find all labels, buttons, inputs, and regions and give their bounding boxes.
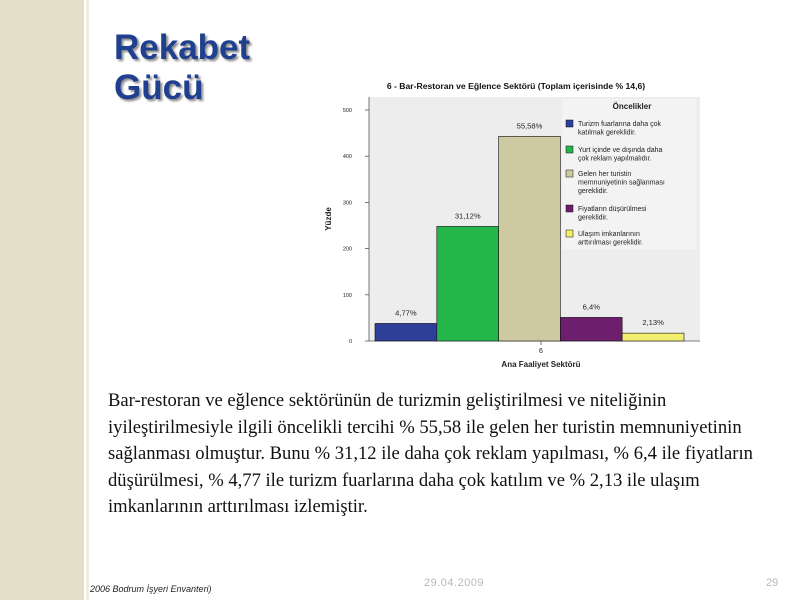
chart-bar-2	[437, 226, 499, 341]
footer-page-number: 29	[766, 577, 779, 589]
footer-source-note: 2006 Bodrum İşyeri Envanteri)	[90, 584, 212, 594]
chart-bar-1	[375, 323, 437, 341]
chart-y-tick-label: 200	[342, 246, 352, 253]
chart-bar-3	[499, 136, 561, 341]
chart-y-tick-label: 100	[342, 292, 352, 299]
chart-y-tick-label: 500	[342, 108, 352, 114]
chart-title: 6 - Bar-Restoran ve Eğlence Sektörü (Toplam içerisinde % 14,6)	[386, 81, 646, 91]
chart-bar-5	[622, 333, 684, 341]
chart-legend	[562, 99, 696, 249]
chart-legend-swatch-5	[566, 230, 573, 237]
chart-y-tick-label: 0	[348, 339, 352, 345]
left-decor-line	[86, 0, 89, 600]
chart-x-axis-label: Ana Faaliyet Sektörü	[501, 360, 581, 369]
slide-title-line-2: Gücü	[114, 68, 204, 107]
chart-bar-label-3: 55,58%	[516, 121, 543, 131]
chart-legend-label-1: Turizm fuarlarına daha çok katılmak gereklidir.	[578, 121, 661, 137]
chart-legend-label-5: Ulaşım imkanlarının arttırılması gereklidir.	[578, 231, 643, 247]
chart-bar-label-2: 31,12%	[454, 211, 481, 221]
footer-date: 29.04.2009	[424, 577, 485, 589]
chart-legend-swatch-2	[566, 146, 573, 153]
chart-y-tick-label: 300	[342, 200, 352, 207]
chart-bar-label-4: 6,4%	[582, 302, 600, 312]
chart-legend-label-3: Gelen her turistin memnuniyetinin sağlanması gereklidir.	[578, 171, 665, 195]
chart-bar-label-1: 4,77%	[395, 308, 417, 318]
slide-title	[114, 28, 250, 108]
chart-legend-label-4: Fiyatların düşürülmesi gereklidir.	[578, 206, 647, 222]
left-decor-band	[0, 0, 84, 600]
chart-bar-4	[560, 317, 622, 341]
slide-body-text: Bar-restoran ve eğlence sektörünün de turizmin geliştirilmesi ve niteliğinin iyileştirilmesiyle ilgili öncelikli tercihi % 55,58 ile gelen her turistin memnuniyetinin sağlanması olmuştur. Bunu % 31,12 ile daha çok reklam yapılması, % 6,4 ile fiyatların düşürülmesi, % 4,77 ile turizm fuarlarına daha çok katılım ve % 2,13 ile ulaşım imkanlarının arttırılması izlemiştir.	[108, 390, 753, 517]
chart-legend-label-2: Yurt içinde ve dışında daha çok reklam yapılmalıdır.	[578, 147, 663, 163]
chart-x-tick-label: 6	[539, 348, 543, 355]
chart-legend-swatch-1	[566, 120, 573, 127]
chart-y-tick-label: 400	[342, 154, 352, 161]
chart-bar-label-5: 2,13%	[642, 318, 664, 328]
chart-legend-swatch-4	[566, 205, 573, 212]
chart-legend-swatch-3	[566, 170, 573, 177]
slide-title-line-1: Rekabet	[114, 28, 251, 67]
chart-legend-title: Öncelikler	[612, 102, 652, 111]
chart-y-axis-label: Yüzde	[324, 207, 333, 231]
chart-svg	[322, 76, 704, 374]
bar-chart	[322, 76, 704, 374]
chart-y-ticks	[343, 108, 369, 345]
